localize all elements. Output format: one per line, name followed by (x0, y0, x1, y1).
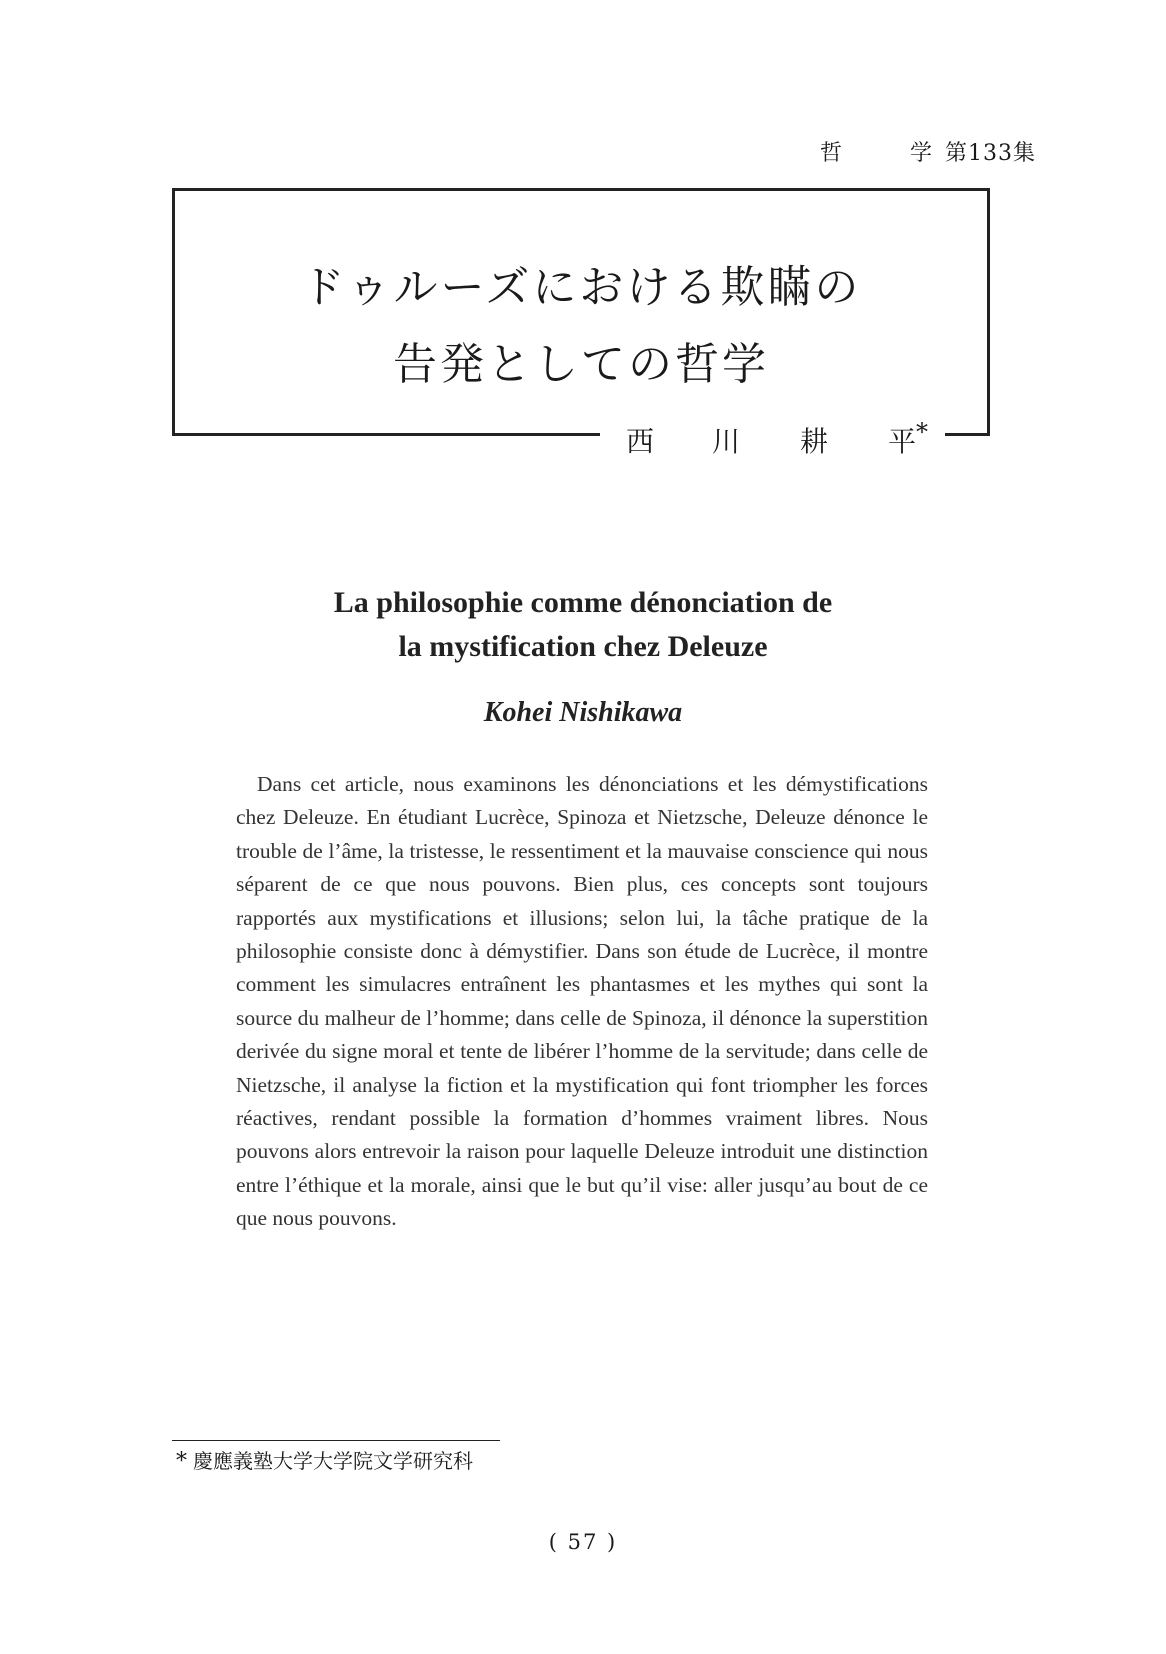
french-title-line1: La philosophie comme dénonciation de (333, 586, 833, 619)
french-title (0, 581, 1166, 669)
author-char-1: 西 (626, 425, 655, 458)
french-title-line2: la mystification chez Deleuze (398, 630, 768, 663)
author-char-4: 平 (888, 425, 917, 458)
page-number: ( 57 ) (548, 1530, 618, 1554)
abstract-text: Dans cet article, nous examinons les dénonciations et les démystifications chez Deleuze. En étudiant Lucrèce, Spinoza et Nietzsche, Deleuze dénonce le trouble de l’âme, la tristesse, le ressentiment et la mauvaise conscience qui nous séparent de ce que nous pouvons. Bien plus, ces concepts sont toujours rapportés aux mystifications et illusions; selon lui, la tâche pratique de la philosophie consiste donc à démystifier. Dans son étude de Lucrèce, il montre comment les simulacres entraînent les phantasmes et les mythes qui sont la source du malheur de l’homme; dans celle de Spinoza, il dénonce la superstition derivée du signe moral et tente de libérer l’homme de la servitude; dans celle de Nietzsche, il analyse la fiction et la mystification qui font triompher les forces réactives, rendant possible la formation d’hommes vraiment libres. Nous pouvons alors entrevoir la raison pour laquelle Deleuze introduit une distinction entre l’éthique et la morale, ainsi que le but qu’il vise: aller jusqu’au bout de ce que nous pouvons. (236, 772, 928, 1231)
author-char-3: 耕 (800, 425, 829, 458)
japanese-title-box (172, 188, 990, 436)
footnote-mark: * (176, 1449, 187, 1474)
author-romanized: Kohei Nishikawa (483, 697, 683, 728)
footnote (176, 1445, 473, 1474)
japanese-author-name (600, 420, 945, 460)
journal-header (820, 136, 1050, 172)
japanese-title-line2: 告発としての哲学 (393, 339, 769, 390)
footnote-affiliation: 慶應義塾大学大学院文学研究科 (193, 1449, 473, 1473)
journal-name-part1: 哲 (820, 141, 844, 166)
author-char-2: 川 (712, 425, 741, 458)
footnote-divider (172, 1440, 500, 1441)
japanese-title-line1: ドゥルーズにおける欺瞞の (300, 262, 862, 313)
author-footnote-mark: * (916, 418, 928, 446)
journal-name-part2: 学 (910, 141, 934, 166)
journal-issue: 第133集 (945, 141, 1036, 166)
